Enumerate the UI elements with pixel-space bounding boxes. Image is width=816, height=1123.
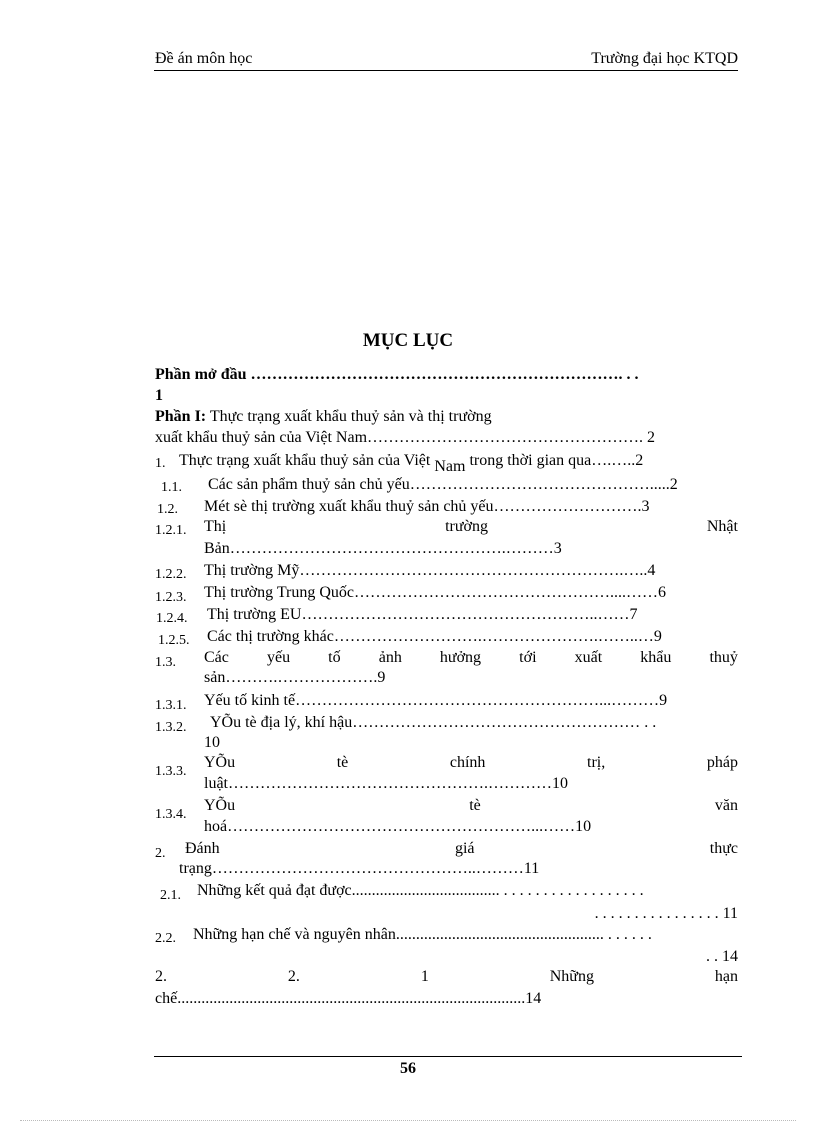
header-university: Trường đại học KTQD — [591, 50, 738, 67]
toc-entry-1-3-3 — [204, 754, 738, 772]
toc-word: Thị — [204, 518, 227, 535]
toc-entry-2-2-1 — [155, 968, 738, 986]
toc-word: tè — [469, 797, 481, 814]
toc-entry-1-2-3: Thị trường Trung Quốc…………………………………………....……6 — [204, 584, 667, 601]
toc-entry-1-2: Mét sè thị trường xuất khẩu thuỷ sản chủ yếu……………………….3 — [204, 498, 650, 515]
toc-num-1-2-2: 1.2.2. — [155, 567, 187, 582]
toc-num-1-2-5: 1.2.5. — [158, 633, 190, 648]
toc-entry-1-2-4: Thị trường EU………………………………………………..……7 — [207, 606, 638, 623]
toc-word: Đánh — [185, 840, 220, 857]
toc-entry-2-1-page: . . . . . . . . . . . . . . . . 11 — [594, 905, 738, 922]
toc-word: tố — [328, 649, 341, 666]
toc-word: tè — [336, 754, 349, 771]
toc-entry-1-sub: Nam — [434, 458, 466, 475]
toc-word: YÕu — [204, 754, 236, 771]
toc-num-1-2-4: 1.2.4. — [156, 611, 188, 626]
part1-title: Thực trạng xuất khẩu thuỷ sản và thị trường — [206, 408, 492, 425]
header-course-title: Đề án môn học — [155, 50, 253, 67]
toc-num-1-3-1: 1.3.1. — [155, 698, 187, 713]
toc-word: 2. — [155, 968, 167, 985]
toc-entry-1-2-1 — [204, 518, 738, 536]
toc-entry-2-2: Những hạn chế và nguyên nhân.................................................... . . . . . . — [193, 926, 652, 943]
page-number: 56 — [400, 1060, 416, 1077]
footer-divider — [154, 1056, 742, 1057]
part1-label: Phần I: — [155, 408, 207, 425]
toc-word: thực — [709, 840, 738, 857]
toc-num-1-1: 1.1. — [161, 480, 182, 495]
page-header — [154, 50, 738, 71]
toc-num-1-3-2: 1.3.2. — [155, 720, 187, 735]
toc-entry-1-3-2: YÕu tè địa lý, khí hậu……………………………………………… . . — [210, 714, 657, 731]
toc-num-1: 1. — [155, 456, 166, 471]
toc-entry-2-1: Những kết quả đạt được..................................... . . . . . . . . . . . . . . . . . . — [197, 882, 644, 899]
toc-title: MỤC LỤC — [362, 330, 454, 351]
toc-entry-1-text: Thực trạng xuất khẩu thuỷ sản của Việt — [179, 452, 431, 469]
toc-num-1-3-4: 1.3.4. — [155, 807, 187, 822]
toc-entry-1-1: Các sản phẩm thuỷ sản chủ yếu……………………………………….....2 — [208, 476, 678, 493]
toc-word: pháp — [706, 754, 738, 771]
toc-entry-1-2-1-cont: Bản…………………………………………….………3 — [204, 540, 562, 557]
toc-entry-1-3-4-cont: hoá…………………………………………………...……10 — [204, 818, 592, 835]
toc-entry-1-3-cont: sản……….……………….9 — [204, 669, 386, 686]
toc-num-2-2: 2.2. — [155, 931, 176, 946]
toc-word: 1 — [420, 968, 429, 985]
toc-word: chính — [449, 754, 486, 771]
toc-word: thuỷ — [709, 649, 738, 666]
toc-entry-1-3-1: Yếu tố kinh tế…………………………………………………...………9 — [204, 692, 668, 709]
toc-num-1-3-3: 1.3.3. — [155, 764, 187, 779]
toc-num-1-2-1: 1.2.1. — [155, 523, 187, 538]
toc-word: văn — [714, 797, 738, 814]
toc-entry-1-3 — [204, 649, 738, 667]
toc-word: YÕu — [204, 797, 236, 814]
toc-entry-1-2-2: Thị trường Mỹ…………………………………………………….…..4 — [204, 562, 656, 579]
toc-word: ảnh — [378, 649, 402, 666]
toc-num-2-1: 2.1. — [160, 888, 181, 903]
toc-entry-1-3-4 — [204, 797, 738, 815]
toc-num-1-2: 1.2. — [157, 502, 178, 517]
toc-entry-1 — [179, 452, 644, 475]
toc-word: Nhật — [706, 518, 738, 535]
toc-word: giá — [454, 840, 475, 857]
toc-entry-2-cont: trạng…………………………………………..………11 — [179, 860, 540, 877]
toc-entry-2 — [185, 840, 738, 858]
toc-word: xuất — [574, 649, 603, 666]
toc-entry-intro: Phần mở đầu ……………………………………………………………. . . — [155, 366, 639, 383]
toc-word: hưởng — [439, 649, 482, 666]
toc-entry-1-tail: trong thời gian qua….…..2 — [469, 452, 644, 469]
toc-word: trị, — [587, 754, 606, 771]
toc-entry-part1 — [155, 408, 492, 426]
toc-entry-1-2-5: Các thị trường khác……………………….………………….……..…9 — [207, 628, 662, 645]
toc-num-1-3: 1.3. — [155, 655, 176, 670]
toc-entry-2-2-page: . . 14 — [706, 948, 738, 965]
toc-word: tới — [519, 649, 537, 666]
toc-entry-1-3-3-cont: luật………………………………………….…………10 — [204, 775, 568, 792]
toc-entry-intro-page: 1 — [155, 387, 163, 404]
toc-entry-2-2-1-cont: chế.......................................................................................14 — [155, 990, 542, 1007]
toc-word: trường — [445, 518, 488, 535]
toc-word: Những — [549, 968, 594, 985]
toc-word: yếu — [266, 649, 291, 666]
toc-num-1-2-3: 1.2.3. — [155, 590, 187, 605]
toc-word: khẩu — [640, 649, 672, 666]
toc-word: hạn — [714, 968, 738, 985]
toc-entry-part1-cont: xuất khẩu thuỷ sản của Việt Nam……………………………………………. 2 — [155, 429, 656, 446]
toc-entry-1-3-2-page: 10 — [204, 734, 220, 751]
toc-num-2: 2. — [155, 846, 166, 861]
toc-word: 2. — [287, 968, 300, 985]
page-bottom-border — [20, 1120, 796, 1121]
toc-word: Các — [204, 649, 229, 666]
